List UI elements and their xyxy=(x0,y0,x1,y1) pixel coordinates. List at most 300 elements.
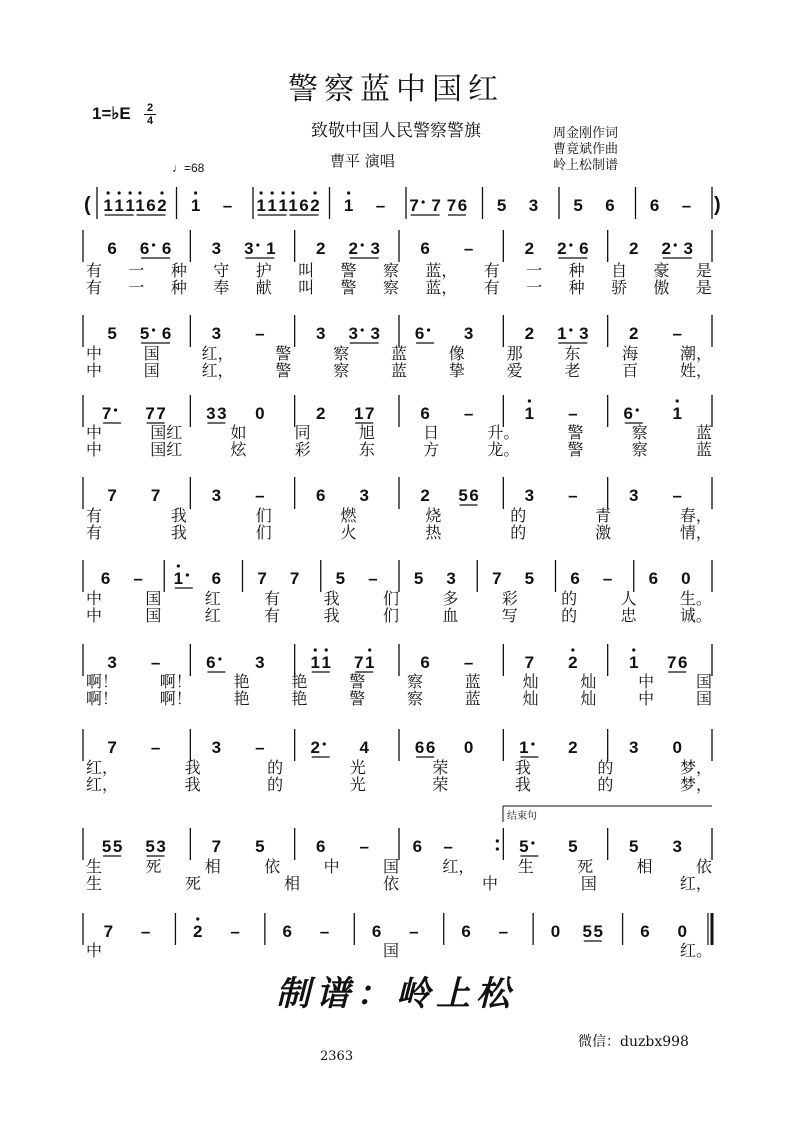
lyric-syllable: 灿 xyxy=(580,689,597,708)
note-digit: 6 xyxy=(211,569,222,588)
dash-note: – xyxy=(443,837,453,856)
note-digit: 3 xyxy=(370,239,380,258)
note-digit: 6 xyxy=(100,569,111,588)
note-digit: 1 xyxy=(557,324,567,343)
note-digit: 1 xyxy=(190,196,201,215)
note-digit: 6 xyxy=(146,196,156,215)
lyric-syllable: 红 xyxy=(204,589,221,608)
lyric-syllable: 燃 xyxy=(340,506,357,525)
note-digit: 2 xyxy=(310,738,320,757)
note-digit: 6 xyxy=(649,196,660,215)
note-digit: 6 xyxy=(316,486,326,505)
note-digit: 3 xyxy=(579,324,589,343)
open-paren: ( xyxy=(84,194,91,216)
octave-dot xyxy=(325,648,328,651)
lyric-syllable: 生。 xyxy=(679,589,712,608)
note-digit: 3 xyxy=(672,837,682,856)
lyric-syllable: 的 xyxy=(510,506,527,525)
lyric-syllable: 警 xyxy=(340,278,357,297)
note-digit: 7 xyxy=(492,569,502,588)
duration-dot xyxy=(186,573,189,576)
lyric-syllable: 红。 xyxy=(679,941,712,960)
lyric-syllable: 的 xyxy=(561,589,578,608)
lyric-syllable: 中 xyxy=(86,606,103,625)
lyric-syllable: 红， xyxy=(86,758,119,777)
note-digit: 7 xyxy=(353,653,364,672)
lyric-syllable: 青 xyxy=(595,506,612,525)
lyric-syllable: 一 xyxy=(526,261,543,280)
dash-note: – xyxy=(368,569,378,588)
note-digit: 3 xyxy=(211,738,222,757)
dash-note: – xyxy=(319,922,330,941)
lyric-line xyxy=(86,520,712,543)
dash-note: – xyxy=(568,404,578,423)
duration-dot xyxy=(152,243,155,246)
lyric-syllable: 潮， xyxy=(679,344,712,363)
lyric-syllable: 升。 xyxy=(487,423,520,442)
lyric-syllable: 中 xyxy=(86,344,103,363)
note-digit: 5 xyxy=(101,837,112,856)
dash-note: – xyxy=(140,922,151,941)
lyric-syllable: 奉 xyxy=(213,278,230,297)
note-digit: 2 xyxy=(661,239,671,258)
lyric-syllable: 警 xyxy=(567,423,584,442)
duration-dot xyxy=(674,243,677,246)
note-digit: 3 xyxy=(370,324,380,343)
lyric-syllable: 热 xyxy=(425,523,442,542)
lyric-syllable: 相 xyxy=(283,874,300,893)
lyric-syllable: 中 xyxy=(86,941,103,960)
note-digit: 3 xyxy=(107,653,117,672)
octave-dot xyxy=(194,191,197,194)
lyric-syllable: 中 xyxy=(86,423,103,442)
dash-note: – xyxy=(150,653,161,672)
note-digit: 3 xyxy=(211,239,222,258)
lyric-syllable: 的 xyxy=(267,775,284,794)
lyric-line xyxy=(86,938,712,961)
note-digit: 7 xyxy=(257,569,267,588)
lyric-syllable: 的 xyxy=(597,775,614,794)
note-digit: 6 xyxy=(161,239,172,258)
duration-dot xyxy=(636,408,639,411)
note-digit: 1 xyxy=(629,653,639,672)
lyric-syllable: 多 xyxy=(442,589,459,608)
lyric-syllable: 东 xyxy=(564,344,581,363)
lyric-syllable: 国 xyxy=(695,672,712,691)
note-digit: 2 xyxy=(629,239,639,258)
note-digit: 1 xyxy=(524,404,535,423)
note-digit: 6 xyxy=(107,239,117,258)
lyric-syllable: 我 xyxy=(184,758,201,777)
note-digit: 1 xyxy=(519,738,529,757)
lyric-syllable: 情， xyxy=(679,523,712,542)
note-digit: 7 xyxy=(107,486,117,505)
note-digit: 0 xyxy=(681,569,691,588)
note-digit: 5 xyxy=(112,837,123,856)
note-digit: 7 xyxy=(446,196,457,215)
note-digit: 1 xyxy=(288,196,298,215)
note-digit: 7 xyxy=(103,922,114,941)
note-digit: 5 xyxy=(139,324,150,343)
lyric-syllable: 们 xyxy=(255,523,272,542)
note-digit: 6 xyxy=(648,569,659,588)
lyric-syllable: 彩 xyxy=(501,589,518,608)
lyric-syllable: 警 xyxy=(340,261,357,280)
octave-dot xyxy=(160,191,163,194)
duration-dot xyxy=(114,408,117,411)
lyric-syllable: 察 xyxy=(382,261,399,280)
lyric-syllable: 依 xyxy=(382,874,399,893)
duration-dot xyxy=(256,243,259,246)
lyric-syllable: 察 xyxy=(631,423,648,442)
lyric-syllable: 有 xyxy=(264,606,281,625)
lyric-syllable: 一 xyxy=(128,278,145,297)
lyric-syllable: 老 xyxy=(564,361,581,380)
note-digit: 7 xyxy=(101,404,112,423)
lyric-syllable: 种 xyxy=(170,278,187,297)
lyric-syllable: 有 xyxy=(483,278,500,297)
lyric-syllable: 一 xyxy=(526,278,543,297)
lyric-syllable: 种 xyxy=(568,261,585,280)
lyric-syllable: 国 xyxy=(382,941,399,960)
lyric-syllable: 我 xyxy=(323,589,340,608)
lyric-syllable: 死 xyxy=(184,874,201,893)
note-digit: 2 xyxy=(557,239,567,258)
lyric-syllable: 诚。 xyxy=(679,606,712,625)
lyric-syllable: 挚 xyxy=(448,361,465,380)
lyric-syllable: 的 xyxy=(267,758,284,777)
note-digit: 2 xyxy=(348,239,358,258)
note-digit: 6 xyxy=(469,486,479,505)
lyric-syllable: 中 xyxy=(638,689,655,708)
note-digit: 5 xyxy=(145,837,155,856)
lyric-syllable: 有 xyxy=(86,523,103,542)
lyric-syllable: 相 xyxy=(204,857,221,876)
lyric-syllable: 警 xyxy=(275,361,292,380)
duration-dot xyxy=(152,328,155,331)
lyric-syllable: 依 xyxy=(264,857,281,876)
dash-note: – xyxy=(568,486,578,505)
composer-credit: 曹竟斌作曲 xyxy=(553,142,619,157)
lyric-syllable: 有 xyxy=(86,278,103,297)
note-digit: 1 xyxy=(310,653,320,672)
lyric-syllable: 国 xyxy=(695,689,712,708)
note-digit: 5 xyxy=(568,837,578,856)
lyric-syllable: 中 xyxy=(86,361,103,380)
duration-dot xyxy=(569,243,572,246)
dash-note: – xyxy=(255,738,265,757)
note-digit: 5 xyxy=(519,837,529,856)
lyric-syllable: 叫 xyxy=(298,278,315,297)
lyric-syllable: 艳 xyxy=(233,689,250,708)
note-digit: 0 xyxy=(677,922,687,941)
dash-note: – xyxy=(409,922,419,941)
key-signature: 1=♭E xyxy=(92,104,131,123)
lyric-syllable: 人 xyxy=(620,589,637,608)
note-digit: 2 xyxy=(524,239,535,258)
duration-dot xyxy=(361,243,364,246)
note-digit: 6 xyxy=(640,922,650,941)
lyric-syllable: 生 xyxy=(86,874,103,893)
note-digit: 2 xyxy=(629,324,639,343)
note-digit: 6 xyxy=(206,653,216,672)
dash-note: – xyxy=(359,837,369,856)
note-digit: 3 xyxy=(348,324,358,343)
lyric-syllable: 生 xyxy=(86,857,103,876)
note-digit: 1 xyxy=(672,404,682,423)
close-paren: ) xyxy=(714,194,721,216)
lyric-syllable: 警 xyxy=(567,440,584,459)
lyric-syllable: 们 xyxy=(255,506,272,525)
lyric-syllable: 我 xyxy=(184,775,201,794)
lyric-syllable: 如 xyxy=(230,423,247,442)
lyric-syllable: 蓝 xyxy=(695,440,712,459)
lyric-syllable: 生 xyxy=(517,857,534,876)
lyric-syllable: 春， xyxy=(679,506,712,525)
lyric-syllable: 有 xyxy=(86,506,103,525)
note-digit: 5 xyxy=(593,922,603,941)
lyric-syllable: 警 xyxy=(349,672,366,691)
note-digit: 6 xyxy=(371,922,382,941)
dash-note: – xyxy=(150,738,161,757)
note-digit: 6 xyxy=(605,196,615,215)
lyric-syllable: 红， xyxy=(201,361,234,380)
lyric-syllable: 灿 xyxy=(522,672,539,691)
note-digit: 6 xyxy=(623,404,633,423)
lyric-syllable: 的 xyxy=(597,758,614,777)
lyric-syllable: 东 xyxy=(358,440,375,459)
octave-dot xyxy=(571,648,574,651)
note-digit: 2 xyxy=(157,196,167,215)
octave-dot xyxy=(177,564,180,567)
note-digit: 6 xyxy=(299,196,309,215)
lyric-syllable: 骄 xyxy=(611,278,628,297)
octave-dot xyxy=(314,648,317,651)
note-digit: 7 xyxy=(289,569,300,588)
octave-dot xyxy=(676,399,679,402)
note-digit: 6 xyxy=(161,324,172,343)
lyric-line xyxy=(86,686,712,709)
lyric-syllable: 中 xyxy=(323,857,340,876)
lyric-syllable: 蓝 xyxy=(390,361,407,380)
lyric-line xyxy=(86,871,712,894)
note-digit: 3 xyxy=(316,324,326,343)
note-digit: 6 xyxy=(570,569,580,588)
duration-dot xyxy=(531,742,534,745)
note-digit: 3 xyxy=(244,239,254,258)
lyric-syllable: 察 xyxy=(333,361,350,380)
lyric-syllable: 国红 xyxy=(150,423,183,442)
lyric-syllable: 国 xyxy=(143,344,160,363)
lyric-syllable: 种 xyxy=(170,261,187,280)
octave-dot xyxy=(129,191,132,194)
lyric-syllable: 警 xyxy=(275,344,292,363)
note-digit: 3 xyxy=(211,324,222,343)
duration-dot xyxy=(361,328,364,331)
lyric-syllable: 依 xyxy=(695,857,712,876)
repeat-dot xyxy=(496,839,499,842)
note-digit: 3 xyxy=(217,404,227,423)
octave-dot xyxy=(368,648,371,651)
time-signature-bottom: 4 xyxy=(144,114,156,127)
dash-note: – xyxy=(681,196,692,215)
dash-note: – xyxy=(255,324,265,343)
note-digit: 5 xyxy=(335,569,346,588)
octave-dot xyxy=(138,191,141,194)
lyric-syllable: 傲 xyxy=(653,278,670,297)
lyric-syllable: 蓝， xyxy=(425,278,458,297)
note-digit: 6 xyxy=(420,653,430,672)
note-digit: 6 xyxy=(139,239,150,258)
octave-dot xyxy=(118,191,121,194)
lyric-syllable: 中 xyxy=(86,440,103,459)
lyric-syllable: 红， xyxy=(679,874,712,893)
note-digit: 5 xyxy=(582,922,592,941)
dash-note: – xyxy=(602,569,613,588)
duration-dot xyxy=(323,742,326,745)
note-digit: 2 xyxy=(316,239,326,258)
lyric-syllable: 种 xyxy=(568,278,585,297)
song-title: 警察蓝中国红 xyxy=(288,72,504,107)
lyric-syllable: 日 xyxy=(423,423,440,442)
duration-dot xyxy=(569,328,572,331)
lyric-syllable: 梦， xyxy=(679,758,712,777)
note-digit: 2 xyxy=(316,404,326,423)
note-digit: 7 xyxy=(156,404,166,423)
duration-dot xyxy=(427,328,430,331)
note-digit: 6 xyxy=(316,837,326,856)
note-digit: 5 xyxy=(413,569,424,588)
dash-note: – xyxy=(463,404,474,423)
lyric-syllable: 蓝， xyxy=(425,261,458,280)
lyric-syllable: 察 xyxy=(631,440,648,459)
lyric-syllable: 国 xyxy=(143,361,160,380)
note-digit: 6 xyxy=(414,738,425,757)
note-digit: 5 xyxy=(629,837,639,856)
note-digit: 1 xyxy=(256,196,266,215)
note-digit: 3 xyxy=(629,738,639,757)
note-digit: 5 xyxy=(255,837,265,856)
octave-dot xyxy=(347,191,350,194)
lyric-syllable: 蓝 xyxy=(695,423,712,442)
lyric-syllable: 国 xyxy=(580,874,597,893)
lyric-syllable: 啊！ xyxy=(159,689,192,708)
octave-dot xyxy=(282,191,285,194)
lyric-syllable: 百 xyxy=(622,361,639,380)
note-digit: 1 xyxy=(114,196,124,215)
dash-note: – xyxy=(463,239,474,258)
performer-credit: 曹平 演唱 xyxy=(330,152,395,170)
lyric-syllable: 中 xyxy=(638,672,655,691)
note-digit: 2 xyxy=(193,922,203,941)
note-digit: 0 xyxy=(550,922,561,941)
lyric-syllable: 我 xyxy=(170,523,187,542)
note-digit: 6 xyxy=(420,239,430,258)
lyric-syllable: 那 xyxy=(506,344,523,363)
arranger-credit: 岭上松制谱 xyxy=(553,158,619,173)
dash-note: – xyxy=(133,569,143,588)
lyric-syllable: 红， xyxy=(442,857,475,876)
lyric-syllable: 国 xyxy=(145,589,162,608)
lyric-syllable: 护 xyxy=(255,261,272,280)
note-digit: 7 xyxy=(145,404,155,423)
note-digit: 7 xyxy=(666,653,677,672)
note-digit: 1 xyxy=(125,196,135,215)
lyric-syllable: 方 xyxy=(423,440,440,459)
lyric-line xyxy=(86,275,712,298)
lyric-syllable: 艳 xyxy=(233,672,250,691)
lyric-syllable: 察 xyxy=(406,689,423,708)
dash-note: – xyxy=(672,324,682,343)
lyric-syllable: 蓝 xyxy=(464,689,481,708)
lyric-syllable: 像 xyxy=(448,344,465,363)
note-digit: 0 xyxy=(255,404,265,423)
song-subtitle: 致敬中国人民警察警旗 xyxy=(311,121,481,141)
lyric-syllable: 察 xyxy=(382,278,399,297)
note-digit: 6 xyxy=(461,922,471,941)
lyric-syllable: 我 xyxy=(514,775,531,794)
note-digit: 5 xyxy=(107,324,117,343)
dash-note: – xyxy=(375,196,386,215)
lyric-syllable: 荣 xyxy=(432,775,449,794)
lyric-syllable: 中 xyxy=(86,589,103,608)
lyric-syllable: 炫 xyxy=(230,440,247,459)
lyric-line xyxy=(86,603,712,626)
arranger-signature: 制谱：岭上松 xyxy=(276,974,516,1014)
note-digit: 1 xyxy=(321,653,331,672)
note-digit: 5 xyxy=(458,486,468,505)
dash-note: – xyxy=(672,486,682,505)
note-digit: 1 xyxy=(364,653,375,672)
lyric-syllable: 叫 xyxy=(298,261,315,280)
note-digit: 4 xyxy=(359,738,369,757)
repeat-dot xyxy=(496,847,499,850)
note-digit: 3 xyxy=(156,837,166,856)
octave-dot xyxy=(271,191,274,194)
octave-dot xyxy=(528,399,531,402)
lyric-syllable: 梦， xyxy=(679,775,712,794)
lyric-syllable: 是 xyxy=(695,261,712,280)
lyric-syllable: 蓝 xyxy=(390,344,407,363)
note-digit: 1 xyxy=(267,196,277,215)
lyric-syllable: 我 xyxy=(514,758,531,777)
note-digit: 1 xyxy=(103,196,113,215)
note-digit: 6 xyxy=(282,922,292,941)
note-digit: 6 xyxy=(412,837,423,856)
lyric-syllable: 我 xyxy=(323,606,340,625)
octave-dot xyxy=(632,648,635,651)
lyric-syllable: 红， xyxy=(201,344,234,363)
lyric-syllable: 死 xyxy=(577,857,594,876)
note-digit: 3 xyxy=(524,486,535,505)
lyric-syllable: 是 xyxy=(695,278,712,297)
lyric-syllable: 自 xyxy=(611,261,628,280)
note-digit: 3 xyxy=(255,653,265,672)
lyric-syllable: 死 xyxy=(145,857,162,876)
lyric-syllable: 们 xyxy=(382,589,399,608)
note-digit: 6 xyxy=(457,196,468,215)
lyric-syllable: 彩 xyxy=(294,440,311,459)
note-digit: 2 xyxy=(420,486,430,505)
note-digit: 3 xyxy=(528,196,539,215)
lyric-syllable: 守 xyxy=(213,261,230,280)
dash-note: – xyxy=(498,922,509,941)
lyric-syllable: 有 xyxy=(264,589,281,608)
lyric-syllable: 海 xyxy=(622,344,639,363)
lyric-syllable: 国 xyxy=(382,857,399,876)
note-digit: 1 xyxy=(135,196,145,215)
note-digit: 3 xyxy=(359,486,369,505)
